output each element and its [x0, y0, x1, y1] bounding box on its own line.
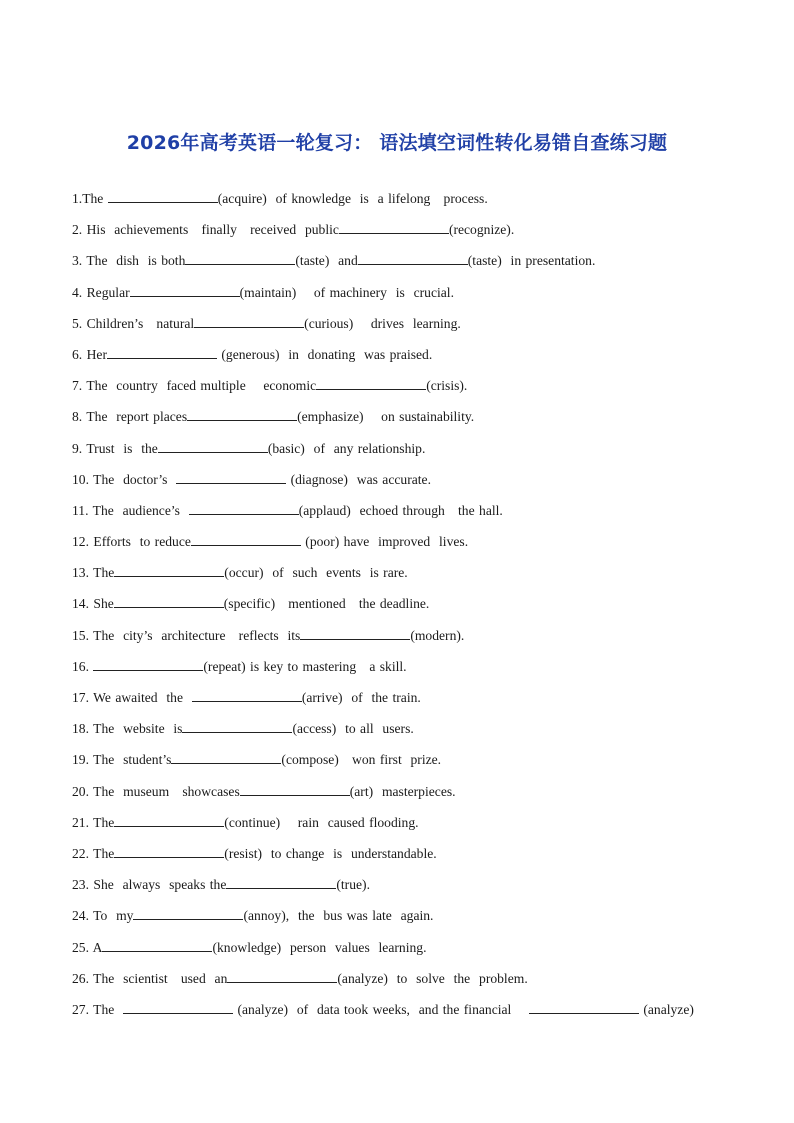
question-text: A: [92, 939, 103, 955]
question-text: of such events is rare.: [263, 565, 408, 581]
answer-blank[interactable]: [114, 594, 224, 608]
question-text: in donating was praised.: [279, 346, 433, 362]
question-item: [72, 282, 772, 313]
answer-blank[interactable]: [93, 657, 203, 671]
question-text: (generous): [216, 346, 280, 362]
answer-blank[interactable]: [187, 407, 297, 421]
answer-blank[interactable]: [123, 1000, 233, 1014]
answer-blank[interactable]: [185, 251, 295, 265]
question-item: [72, 718, 772, 749]
question-text: (acquire): [217, 191, 267, 206]
question-text: 19.: [72, 752, 94, 768]
answer-blank[interactable]: [176, 470, 286, 484]
answer-blank[interactable]: [171, 750, 281, 764]
answer-blank[interactable]: [158, 439, 268, 453]
question-text: (crisis).: [426, 378, 468, 394]
answer-blank[interactable]: [226, 875, 336, 889]
answer-blank[interactable]: [358, 251, 468, 265]
question-text: The: [93, 1001, 124, 1017]
question-text: (curious): [304, 315, 354, 331]
question-text: to all users.: [336, 721, 414, 737]
question-text: (true).: [336, 877, 370, 893]
question-text: Regular: [86, 284, 130, 300]
question-text: (repeat): [203, 658, 246, 674]
question-text: Her: [86, 346, 107, 362]
question-text: of any relationship.: [304, 440, 426, 456]
answer-blank[interactable]: [107, 345, 217, 359]
question-item: [72, 375, 772, 406]
question-list: [72, 188, 772, 1030]
question-text: (diagnose): [286, 471, 348, 487]
question-text: (arrive): [301, 690, 343, 705]
question-item: [72, 531, 772, 562]
question-text: 23.: [72, 877, 94, 893]
question-text: 7.: [72, 378, 87, 394]
question-item: [72, 749, 772, 780]
question-item: [72, 562, 772, 593]
answer-blank[interactable]: [189, 501, 299, 515]
question-text: (continue): [224, 814, 281, 830]
question-text: 22.: [72, 845, 94, 861]
question-item: [72, 406, 772, 437]
question-item: [72, 687, 772, 718]
question-item: [72, 843, 772, 874]
question-item: [72, 593, 772, 624]
question-text: of the train.: [342, 690, 421, 705]
question-text: (analyze): [337, 970, 388, 986]
question-text: 16.: [72, 658, 94, 674]
question-text: She: [93, 596, 114, 612]
question-text: (taste) and: [295, 253, 358, 269]
question-text: 20.: [72, 783, 94, 799]
question-text: (analyze): [233, 1001, 289, 1017]
question-text: echoed through the hall.: [350, 502, 503, 518]
question-text: 8.: [72, 409, 87, 425]
question-text: The: [93, 814, 115, 830]
answer-blank[interactable]: [529, 1000, 639, 1014]
question-text: of machinery is crucial.: [296, 284, 454, 300]
question-text: was accurate.: [347, 471, 431, 487]
answer-blank[interactable]: [191, 532, 301, 546]
question-text: (annoy),: [243, 908, 290, 924]
question-item: [72, 999, 772, 1030]
question-text: The country faced multiple economic: [86, 378, 317, 394]
question-text: drives learning.: [353, 315, 461, 331]
answer-blank[interactable]: [227, 969, 337, 983]
answer-blank[interactable]: [339, 220, 449, 234]
question-text: The scientist used an: [93, 970, 228, 986]
question-text: She always speaks the: [93, 877, 227, 893]
answer-blank[interactable]: [194, 314, 304, 328]
answer-blank[interactable]: [182, 719, 292, 733]
answer-blank[interactable]: [114, 563, 224, 577]
question-text: to change is understandable.: [262, 845, 437, 861]
question-text: 3.: [72, 253, 87, 269]
question-text: His achievements finally received public: [86, 222, 339, 238]
answer-blank[interactable]: [114, 844, 224, 858]
question-text: 14.: [72, 596, 94, 612]
question-text: masterpieces.: [373, 783, 456, 799]
question-item: [72, 219, 772, 250]
question-text: 4.: [72, 284, 87, 300]
question-text: The: [82, 191, 108, 206]
question-item: [72, 905, 772, 936]
answer-blank[interactable]: [133, 906, 243, 920]
question-item: [72, 781, 772, 812]
question-text: (basic): [267, 440, 305, 456]
question-text: 21.: [72, 814, 94, 830]
question-item: [72, 874, 772, 905]
question-text: The doctor’s: [93, 471, 177, 487]
question-item: [72, 469, 772, 500]
question-item: [72, 344, 772, 375]
question-text: (access): [292, 721, 337, 737]
question-text: 9.: [72, 440, 87, 456]
question-text: 5.: [72, 315, 87, 331]
question-text: The museum showcases: [93, 783, 240, 799]
question-text: To my: [93, 908, 134, 924]
answer-blank[interactable]: [316, 376, 426, 390]
question-text: (applaud): [298, 502, 351, 518]
question-text: (analyze): [638, 1001, 694, 1017]
question-text: The audience’s: [92, 502, 189, 518]
answer-blank[interactable]: [300, 626, 410, 640]
question-text: (recognize).: [448, 222, 515, 238]
question-text: won first prize.: [338, 752, 442, 768]
question-text: 25.: [72, 939, 93, 955]
question-text: Efforts to reduce: [93, 534, 191, 550]
question-item: [72, 188, 772, 219]
question-item: [72, 500, 772, 531]
question-text: The dish is both: [86, 253, 186, 269]
question-text: 6.: [72, 346, 87, 362]
question-text: 13.: [72, 565, 94, 581]
question-item: [72, 250, 772, 281]
question-text: (compose): [281, 752, 339, 768]
question-item: [72, 937, 772, 968]
question-text: 18.: [72, 721, 94, 737]
question-text: 15.: [72, 627, 94, 643]
question-text: of data took weeks, and the financial: [288, 1001, 529, 1017]
question-text: 11.: [72, 502, 93, 518]
question-item: [72, 968, 772, 999]
question-text: (maintain): [239, 284, 297, 300]
question-text: on sustainability.: [363, 409, 475, 425]
question-text: (modern).: [410, 627, 465, 643]
question-text: is key to mastering a skill.: [245, 658, 407, 674]
question-text: (taste) in presentation.: [467, 253, 596, 269]
page-title: 2026年高考英语一轮复习： 语法填空词性转化易错自查练习题: [126, 132, 668, 154]
question-text: Children’s natural: [86, 315, 195, 331]
question-text: The: [93, 565, 115, 581]
answer-blank[interactable]: [108, 189, 218, 203]
question-text: 2.: [72, 222, 87, 238]
question-text: 27.: [72, 1001, 94, 1017]
question-text: The website is: [93, 721, 183, 737]
question-item: [72, 625, 772, 656]
question-text: person values learning.: [281, 939, 427, 955]
answer-blank[interactable]: [130, 283, 240, 297]
question-text: 1.: [72, 191, 83, 206]
question-text: 24.: [72, 908, 94, 924]
question-text: (resist): [224, 845, 263, 861]
question-text: Trust is the: [86, 440, 158, 456]
question-text: 10.: [72, 471, 94, 487]
question-text: The: [93, 845, 115, 861]
question-text: (occur): [224, 565, 264, 581]
question-text: (knowledge): [212, 939, 282, 955]
question-text: mentioned the deadline.: [275, 596, 430, 612]
answer-blank[interactable]: [102, 938, 212, 952]
question-item: [72, 812, 772, 843]
question-text: 12.: [72, 534, 94, 550]
question-item: [72, 313, 772, 344]
answer-blank[interactable]: [192, 688, 302, 702]
question-text: The student’s: [93, 752, 172, 768]
question-text: We awaited the: [93, 690, 192, 705]
answer-blank[interactable]: [114, 813, 224, 827]
question-text: (art): [349, 783, 374, 799]
question-text: (emphasize): [297, 409, 364, 425]
question-text: to solve the problem.: [387, 970, 528, 986]
question-item: [72, 438, 772, 469]
question-text: The report places: [86, 409, 188, 425]
question-item: [72, 656, 772, 687]
question-text: The city’s architecture reflects its: [93, 627, 301, 643]
question-text: 26.: [72, 970, 94, 986]
question-text: have improved lives.: [339, 534, 469, 550]
question-text: (specific): [223, 596, 276, 612]
question-text: of knowledge is a lifelong process.: [266, 191, 488, 206]
answer-blank[interactable]: [240, 782, 350, 796]
question-text: 17.: [72, 690, 94, 705]
question-text: the bus was late again.: [289, 908, 434, 924]
question-text: (poor): [300, 534, 340, 550]
question-text: rain caused flooding.: [280, 814, 419, 830]
